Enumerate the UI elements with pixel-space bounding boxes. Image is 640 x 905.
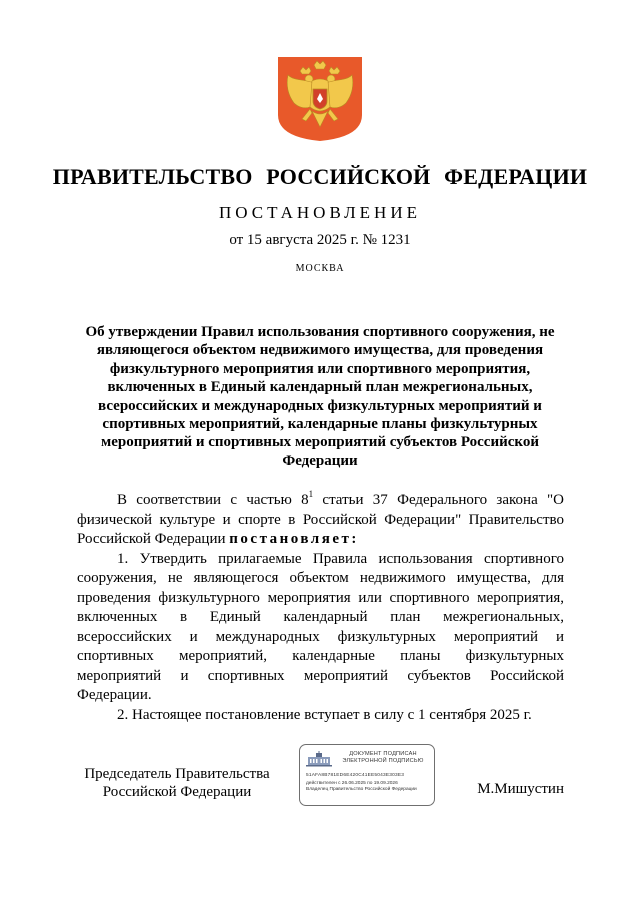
document-city: МОСКВА xyxy=(295,263,345,274)
signer-position: Председатель Правительства Российской Федерации xyxy=(84,766,270,800)
building-icon xyxy=(305,751,333,767)
decree-word: постановляет: xyxy=(229,531,359,547)
footnote-superscript: 1 xyxy=(308,489,314,499)
stamp-validity: действителен с 26.06.2025 по 19.09.2026 xyxy=(306,781,398,786)
coat-of-arms-icon xyxy=(276,55,364,143)
document-type: ПОСТАНОВЛЕНИЕ xyxy=(218,203,421,222)
electronic-signature-stamp xyxy=(299,744,435,806)
government-title: ПРАВИТЕЛЬСТВО РОССИЙСКОЙ ФЕДЕРАЦИИ xyxy=(52,164,588,189)
signer-name: М.Мишустин xyxy=(477,781,564,797)
stamp-owner: Владелец Правительство Российской Федерации xyxy=(306,787,417,792)
stamp-title: ДОКУМЕНТ ПОДПИСАН ЭЛЕКТРОННОЙ ПОДПИСЬЮ xyxy=(342,751,424,764)
document-subject: Об утверждении Правил использования спортивного сооружения, не являющегося объектом недвижимого имущества, для проведения физкультурного мероприятия или спортивного мероприятия, включенных в Единый календарный план межрегиональных, всероссийских и международных физкультурных мероприятий и спортивных мероприятий, календарные планы физкультурных мероприятий и спортивных мероприятий субъектов Российской Федерации xyxy=(85,324,555,469)
document-body xyxy=(77,491,564,725)
body-paragraph-1: В соответствии с частью $8^1$ статьи 37 Федерального закона "О физической культуре и спорте в Российской Федерации" Правительство Российской Федерации постановляет: xyxy=(77,489,564,547)
stamp-certificate: 51AFA8B781ED6E420C41EE5043E303E3 xyxy=(306,773,405,778)
document-date-number: от 15 августа 2025 г. № 1231 xyxy=(229,232,411,248)
body-paragraph-2: 1. Утвердить прилагаемые Правила использования спортивного сооружения, не являющегося объектом недвижимого имущества, для проведения физкультурного мероприятия или спортивного мероприятия, включенных в Единый календарный план межрегиональных, всероссийских и международных физкультурных мероприятий и спортивных мероприятий, календарные планы физкультурных мероприятий и спортивных мероприятий субъектов Российской Федерации. xyxy=(77,550,564,703)
body-paragraph-3: 2. Настоящее постановление вступает в силу с 1 сентября 2025 г. xyxy=(117,706,532,723)
